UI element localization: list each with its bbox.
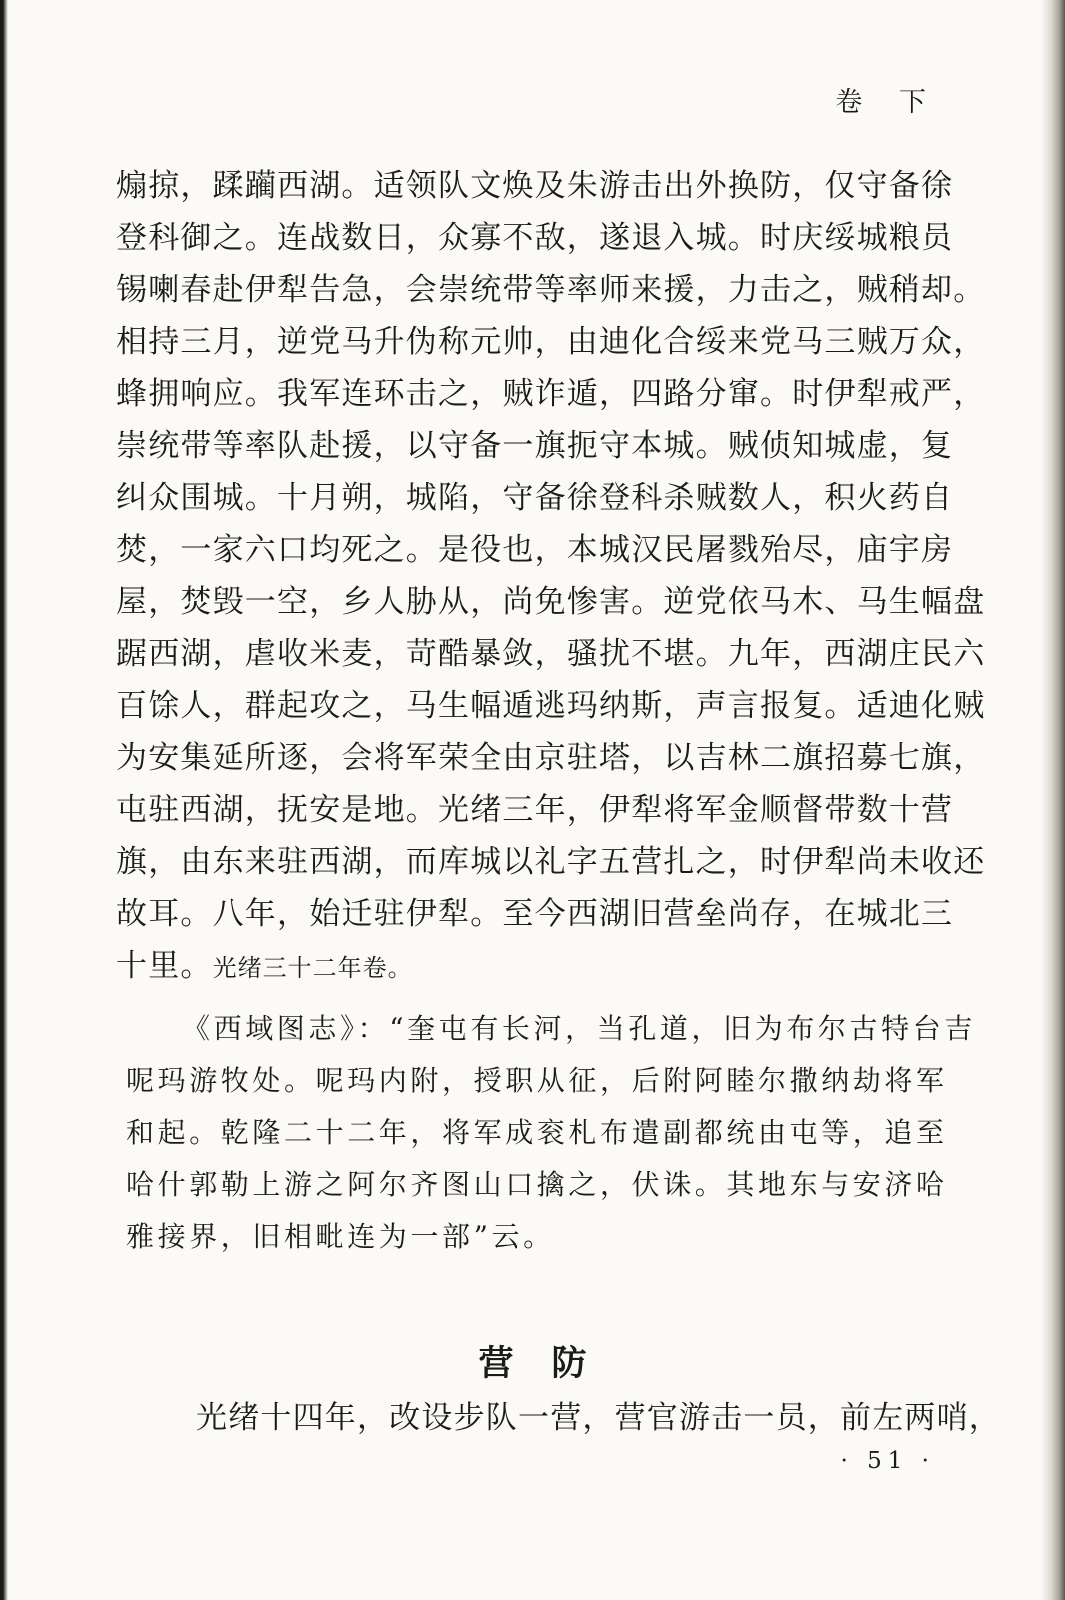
- text-line: 煽掠，蹂躏西湖。适领队文焕及朱游击出外换防，仅守备徐: [116, 168, 954, 204]
- section-heading: 营防: [478, 1343, 625, 1384]
- page-number: · 51 ·: [840, 1448, 935, 1474]
- text-line: 为安集延所逐，会将军荣全由京驻塔，以吉林二旗招募七旗，: [116, 740, 986, 776]
- text-line: 旗，由东来驻西湖，而库城以礼字五营扎之，时伊犁尚未收还: [116, 844, 986, 880]
- text-line: 百馀人，群起攻之，马生幅遁逃玛纳斯，声言报复。适迪化贼: [116, 688, 986, 724]
- main-paragraph: [116, 160, 986, 992]
- text-line: 焚，一家六口均死之。是役也，本城汉民屠戮殆尽，庙宇房: [116, 532, 954, 568]
- text-line: 故耳。八年，始迁驻伊犁。至今西湖旧营垒尚存，在城北三: [116, 896, 954, 932]
- running-head: 卷 下: [835, 87, 940, 118]
- source-note: 光绪三十二年卷。: [212, 954, 413, 982]
- text-line: 登科御之。连战数日，众寡不敌，遂退入城。时庆绥城粮员: [116, 220, 954, 256]
- text-line: 锡喇春赴伊犁告急，会崇统带等率师来援，力击之，贼稍却。: [116, 272, 986, 308]
- quoted-citation: [126, 1003, 976, 1263]
- text-line: 踞西湖，虐收米麦，苛酷暴敛，骚扰不堪。九年，西湖庄民六: [116, 636, 986, 672]
- text-line: 蜂拥响应。我军连环击之，贼诈遁，四路分窜。时伊犁戒严，: [116, 376, 986, 412]
- quote-line: 和起。乾隆二十二年，将军成衮札布遣副都统由屯等，追至: [126, 1116, 948, 1149]
- text-line: 崇统带等率队赴援，以守备一旗扼守本城。贼侦知城虚，复: [116, 428, 954, 464]
- text-line-last: [116, 940, 946, 992]
- quote-line: 哈什郭勒上游之阿尔齐图山口擒之，伏诛。其地东与安济哈: [126, 1168, 948, 1201]
- quote-line: 《西域图志》：“奎屯有长河，当孔道，旧为布尔古特台吉: [182, 1012, 976, 1045]
- text-line-end: 十里。: [116, 948, 213, 984]
- text-line: 屯驻西湖，抚安是地。光绪三年，伊犁将军金顺督带数十营: [116, 792, 954, 828]
- quote-line: 雅接界，旧相毗连为一部”云。: [126, 1220, 555, 1253]
- section-first-line: 光绪十四年，改设步队一营，营官游击一员，前左两哨，: [196, 1400, 1001, 1436]
- text-line: 纠众围城。十月朔，城陷，守备徐登科杀贼数人，积火药自: [116, 480, 954, 516]
- text-line: 相持三月，逆党马升伪称元帅，由迪化合绥来党马三贼万众，: [116, 324, 986, 360]
- text-line: 屋，焚毁一空，乡人胁从，尚免惨害。逆党依马木、马生幅盘: [116, 584, 986, 620]
- quote-line: 呢玛游牧处。呢玛内附，授职从征，后附阿睦尔撒纳劫将军: [126, 1064, 948, 1097]
